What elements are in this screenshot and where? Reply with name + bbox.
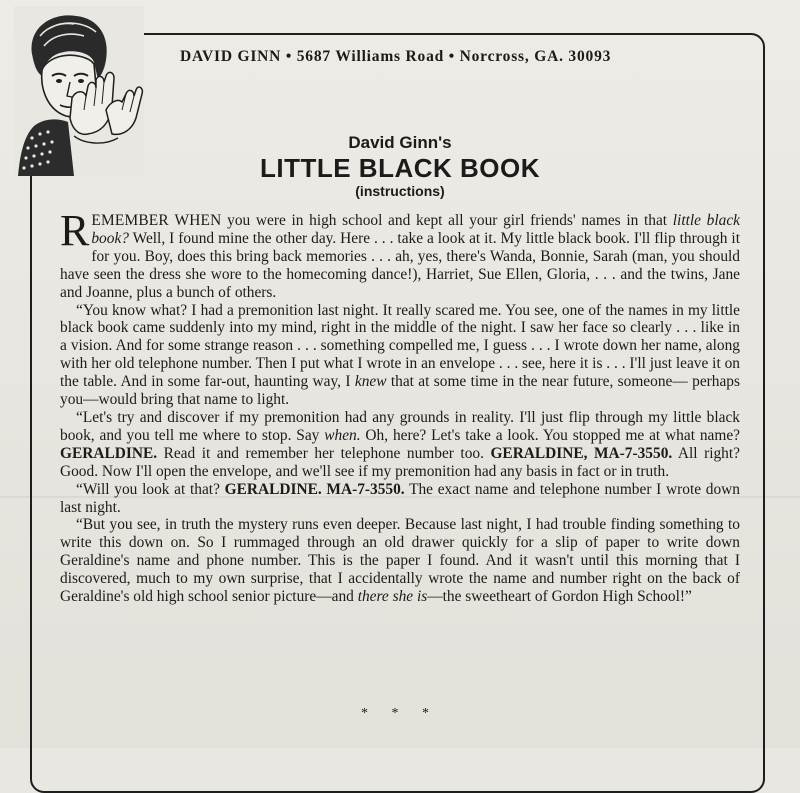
paragraph-5 [60, 516, 740, 606]
text-span: “Let's try and discover if my premonition had any grounds in reality. I'll just flip through my little black book, and you tell me where to stop. Say [60, 408, 740, 444]
text-span: All right? Good. Now I'll open the envelope, and we'll see if my premonition had any basis in fact or in truth. [60, 444, 740, 480]
text-span: “Will you look at that? [76, 480, 225, 498]
bold-name: GERALDINE. [60, 444, 158, 462]
page-title: LITTLE BLACK BOOK [259, 153, 541, 183]
bold-name-number: GERALDINE. MA-7-3550. [224, 480, 405, 498]
text-span: that at some time in the near future, someone— perhaps you—would bring that name to light. [60, 373, 740, 409]
text-span: you were in high school and kept all your girl friends' names in that [221, 212, 673, 229]
text-span: “You know what? I had a premonition last night. It really scared me. You see, one of the names in my little black book came suddenly into my mind, right in the middle of the night. I saw her face so clearly . . . like in a vision. And for some strange reason . . . something compelled me, I guess . . . I wrote down her name, along with her old telephone number. Then I put what I wrote in an envelope . . . see, here it is . . . I'll just leave it on the table. And in some far-out, haunting way, I [60, 301, 740, 391]
paragraph-4 [60, 481, 740, 517]
portrait-icon [14, 6, 144, 176]
text-span: —the sweetheart of Gordon High School!” [427, 588, 692, 606]
drop-cap: R [60, 206, 90, 255]
paragraph-3 [60, 409, 740, 481]
portrait-illustration [14, 6, 144, 176]
text-span: Read it and remember her telephone number too. [157, 444, 491, 462]
emphasis: knew [354, 373, 387, 391]
paragraph-1 [60, 206, 741, 302]
text-span: “But you see, in truth the mystery runs even deeper. Because last night, I had trouble finding something to write this down on. So I rummaged through an old drawer quickly for a slip of paper to write down Geraldine's name and phone number. This is the paper I found. And it wasn't until this morning that I discovered, much to my own surprise, that I accidentally wrote the name and number right on the back of Geraldine's old high school senior picture—and [60, 516, 740, 606]
emphasis: there she is [357, 588, 428, 606]
bold-name-number: GERALDINE, MA-7-3550. [490, 444, 673, 462]
title-block [150, 132, 650, 200]
emphasis: when. [324, 426, 361, 444]
text-span: Well, I found mine the other day. Here . . . take a look at it. My little black book. I'll flip through it for you. Boy, does this bring back memories . . . ah, yes, there's Wanda, Bonnie, Sarah (man, you should have seen the dress she wore to the homecoming dance!), Harriet, Sue Ellen, Gloria, . . . and the twins, Jane and Joanne, plus a bunch of others. [60, 229, 740, 301]
address-header: DAVID GINN • 5687 Williams Road • Norcross, GA. 30093 [180, 48, 612, 65]
instructions-label: (instructions) [355, 183, 445, 199]
emphasis: little black book? [91, 212, 741, 247]
section-divider: * * * [361, 706, 439, 721]
text-span: The exact name and telephone number I wrote down last night. [60, 480, 740, 516]
text-span: Oh, here? Let's take a look. You stopped me at what name? [360, 426, 740, 444]
paragraph-2 [60, 302, 740, 409]
instructions-body [60, 206, 741, 606]
subtitle: David Ginn's [348, 133, 452, 152]
lead-caps: EMEMBER WHEN [91, 212, 222, 229]
